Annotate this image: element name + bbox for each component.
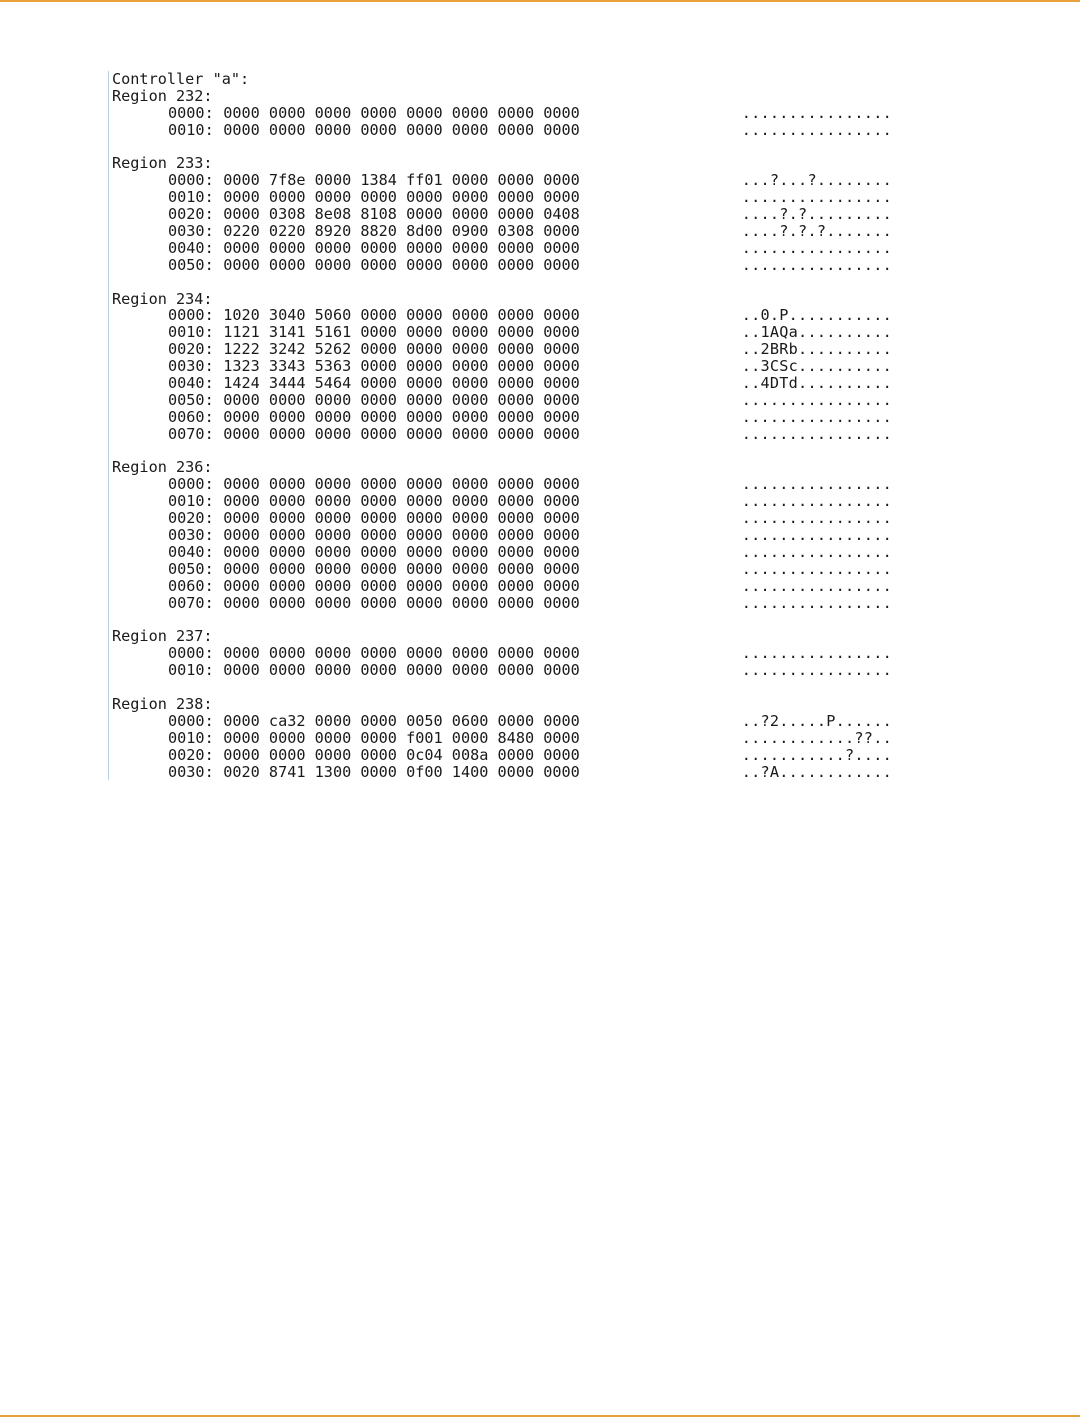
dump-row (112, 122, 892, 139)
dump-row (112, 595, 892, 612)
controller-header: Controller "a": (112, 70, 250, 88)
row-ascii: ................ (741, 424, 892, 443)
row-ascii: ...?...?........ (741, 171, 892, 190)
dump-row (112, 409, 892, 426)
row-offset: 0010: (168, 492, 214, 511)
row-ascii: ................ (741, 407, 892, 426)
row-offset: 0030: (168, 222, 214, 241)
row-hex-words: 0020 8741 1300 0000 0f00 1400 0000 0000 (223, 762, 580, 781)
dump-row (112, 527, 892, 544)
row-hex-words: 0000 0000 0000 0000 0000 0000 0000 0000 (223, 238, 580, 257)
row-hex-words: 1222 3242 5262 0000 0000 0000 0000 0000 (223, 340, 580, 359)
row-ascii: ..?A............ (741, 762, 892, 781)
row-offset: 0030: (168, 762, 214, 781)
row-hex-words: 0000 0000 0000 0000 0000 0000 0000 0000 (223, 390, 580, 409)
row-offset: 0010: (168, 323, 214, 342)
region-block (112, 155, 892, 273)
region-block (112, 459, 892, 611)
row-offset: 0040: (168, 542, 214, 561)
dump-row (112, 324, 892, 341)
region-block (112, 88, 892, 139)
row-ascii: ................ (741, 559, 892, 578)
dump-row (112, 341, 892, 358)
row-ascii: ................ (741, 644, 892, 663)
dump-row (112, 392, 892, 409)
row-hex-words: 0000 0000 0000 0000 0000 0000 0000 0000 (223, 526, 580, 545)
row-offset: 0000: (168, 171, 214, 190)
row-hex-words: 0000 0000 0000 0000 0000 0000 0000 0000 (223, 593, 580, 612)
row-hex-words: 0000 0000 0000 0000 0000 0000 0000 0000 (223, 661, 580, 680)
row-hex-words: 0000 0000 0000 0000 0000 0000 0000 0000 (223, 424, 580, 443)
dump-row (112, 544, 892, 561)
row-hex-words: 1424 3444 5464 0000 0000 0000 0000 0000 (223, 374, 580, 393)
region-block (112, 291, 892, 443)
row-offset: 0050: (168, 390, 214, 409)
row-ascii: ................ (741, 661, 892, 680)
dump-row (112, 426, 892, 443)
dump-row (112, 375, 892, 392)
row-ascii: ....?.?......... (741, 205, 892, 224)
row-hex-words: 0000 0000 0000 0000 0000 0000 0000 0000 (223, 103, 580, 122)
row-hex-words: 0000 0000 0000 0000 0000 0000 0000 0000 (223, 492, 580, 511)
dump-row (112, 645, 892, 662)
dump-row (112, 189, 892, 206)
region-block (112, 696, 892, 780)
row-offset: 0070: (168, 424, 214, 443)
row-hex-words: 0000 0000 0000 0000 0000 0000 0000 0000 (223, 255, 580, 274)
dump-row (112, 257, 892, 274)
row-offset: 0020: (168, 205, 214, 224)
region-block (112, 628, 892, 679)
bottom-rule (0, 1415, 1080, 1417)
row-hex-words: 0000 0000 0000 0000 0000 0000 0000 0000 (223, 576, 580, 595)
row-hex-words: 1323 3343 5363 0000 0000 0000 0000 0000 (223, 357, 580, 376)
row-ascii: ..?2.....P...... (741, 711, 892, 730)
dump-row (112, 358, 892, 375)
dump-row (112, 223, 892, 240)
row-ascii: ................ (741, 593, 892, 612)
row-hex-words: 0000 0000 0000 0000 0000 0000 0000 0000 (223, 509, 580, 528)
row-offset: 0020: (168, 745, 214, 764)
row-hex-words: 0000 0308 8e08 8108 0000 0000 0000 0408 (223, 205, 580, 224)
row-ascii: ...........?.... (741, 745, 892, 764)
row-ascii: ................ (741, 492, 892, 511)
dump-row (112, 764, 892, 781)
dump-row (112, 240, 892, 257)
row-offset: 0010: (168, 661, 214, 680)
dump-row (112, 561, 892, 578)
memory-dump (108, 71, 892, 780)
region-label: Region 236: (112, 458, 213, 477)
region-list (112, 88, 892, 781)
row-offset: 0000: (168, 475, 214, 494)
row-hex-words: 0000 7f8e 0000 1384 ff01 0000 0000 0000 (223, 171, 580, 190)
dump-row (112, 476, 892, 493)
row-offset: 0000: (168, 306, 214, 325)
row-offset: 0040: (168, 374, 214, 393)
row-offset: 0030: (168, 526, 214, 545)
dump-row (112, 105, 892, 122)
row-offset: 0060: (168, 407, 214, 426)
row-hex-words: 0000 0000 0000 0000 0000 0000 0000 0000 (223, 542, 580, 561)
dump-row (112, 730, 892, 747)
row-ascii: ................ (741, 475, 892, 494)
row-ascii: ................ (741, 509, 892, 528)
dump-row (112, 713, 892, 730)
top-rule (0, 0, 1080, 2)
row-ascii: ....?.?.?....... (741, 222, 892, 241)
row-ascii: ..2BRb.......... (741, 340, 892, 359)
row-ascii: ..1AQa.......... (741, 323, 892, 342)
row-ascii: ................ (741, 390, 892, 409)
row-offset: 0040: (168, 238, 214, 257)
row-offset: 0050: (168, 559, 214, 578)
dump-row (112, 206, 892, 223)
row-offset: 0060: (168, 576, 214, 595)
region-label: Region 233: (112, 154, 213, 173)
row-hex-words: 0000 0000 0000 0000 0000 0000 0000 0000 (223, 120, 580, 139)
dump-row (112, 172, 892, 189)
row-hex-words: 0000 0000 0000 0000 0000 0000 0000 0000 (223, 475, 580, 494)
row-offset: 0070: (168, 593, 214, 612)
row-ascii: ................ (741, 255, 892, 274)
row-hex-words: 0000 0000 0000 0000 0000 0000 0000 0000 (223, 188, 580, 207)
row-ascii: ................ (741, 238, 892, 257)
row-hex-words: 0220 0220 8920 8820 8d00 0900 0308 0000 (223, 222, 580, 241)
row-ascii: ................ (741, 188, 892, 207)
row-hex-words: 0000 0000 0000 0000 0000 0000 0000 0000 (223, 559, 580, 578)
row-ascii: ................ (741, 120, 892, 139)
region-label: Region 237: (112, 627, 213, 646)
row-offset: 0030: (168, 357, 214, 376)
row-hex-words: 1121 3141 5161 0000 0000 0000 0000 0000 (223, 323, 580, 342)
dump-row (112, 307, 892, 324)
row-ascii: ............??.. (741, 728, 892, 747)
row-ascii: ..4DTd.......... (741, 374, 892, 393)
row-ascii: ................ (741, 542, 892, 561)
dump-row (112, 510, 892, 527)
row-ascii: ..3CSc.......... (741, 357, 892, 376)
region-label: Region 234: (112, 289, 213, 308)
dump-row (112, 662, 892, 679)
dump-row (112, 747, 892, 764)
row-offset: 0010: (168, 120, 214, 139)
row-hex-words: 0000 0000 0000 0000 f001 0000 8480 0000 (223, 728, 580, 747)
row-offset: 0010: (168, 728, 214, 747)
row-offset: 0020: (168, 340, 214, 359)
dump-row (112, 493, 892, 510)
row-hex-words: 0000 0000 0000 0000 0000 0000 0000 0000 (223, 644, 580, 663)
row-hex-words: 1020 3040 5060 0000 0000 0000 0000 0000 (223, 306, 580, 325)
row-ascii: ................ (741, 103, 892, 122)
row-ascii: ..0.P........... (741, 306, 892, 325)
row-offset: 0000: (168, 103, 214, 122)
row-offset: 0000: (168, 711, 214, 730)
row-hex-words: 0000 0000 0000 0000 0000 0000 0000 0000 (223, 407, 580, 426)
region-label: Region 232: (112, 86, 213, 105)
row-ascii: ................ (741, 576, 892, 595)
region-label: Region 238: (112, 694, 213, 713)
row-offset: 0000: (168, 644, 214, 663)
row-offset: 0050: (168, 255, 214, 274)
row-offset: 0010: (168, 188, 214, 207)
row-hex-words: 0000 ca32 0000 0000 0050 0600 0000 0000 (223, 711, 580, 730)
row-hex-words: 0000 0000 0000 0000 0c04 008a 0000 0000 (223, 745, 580, 764)
row-ascii: ................ (741, 526, 892, 545)
dump-row (112, 578, 892, 595)
row-offset: 0020: (168, 509, 214, 528)
